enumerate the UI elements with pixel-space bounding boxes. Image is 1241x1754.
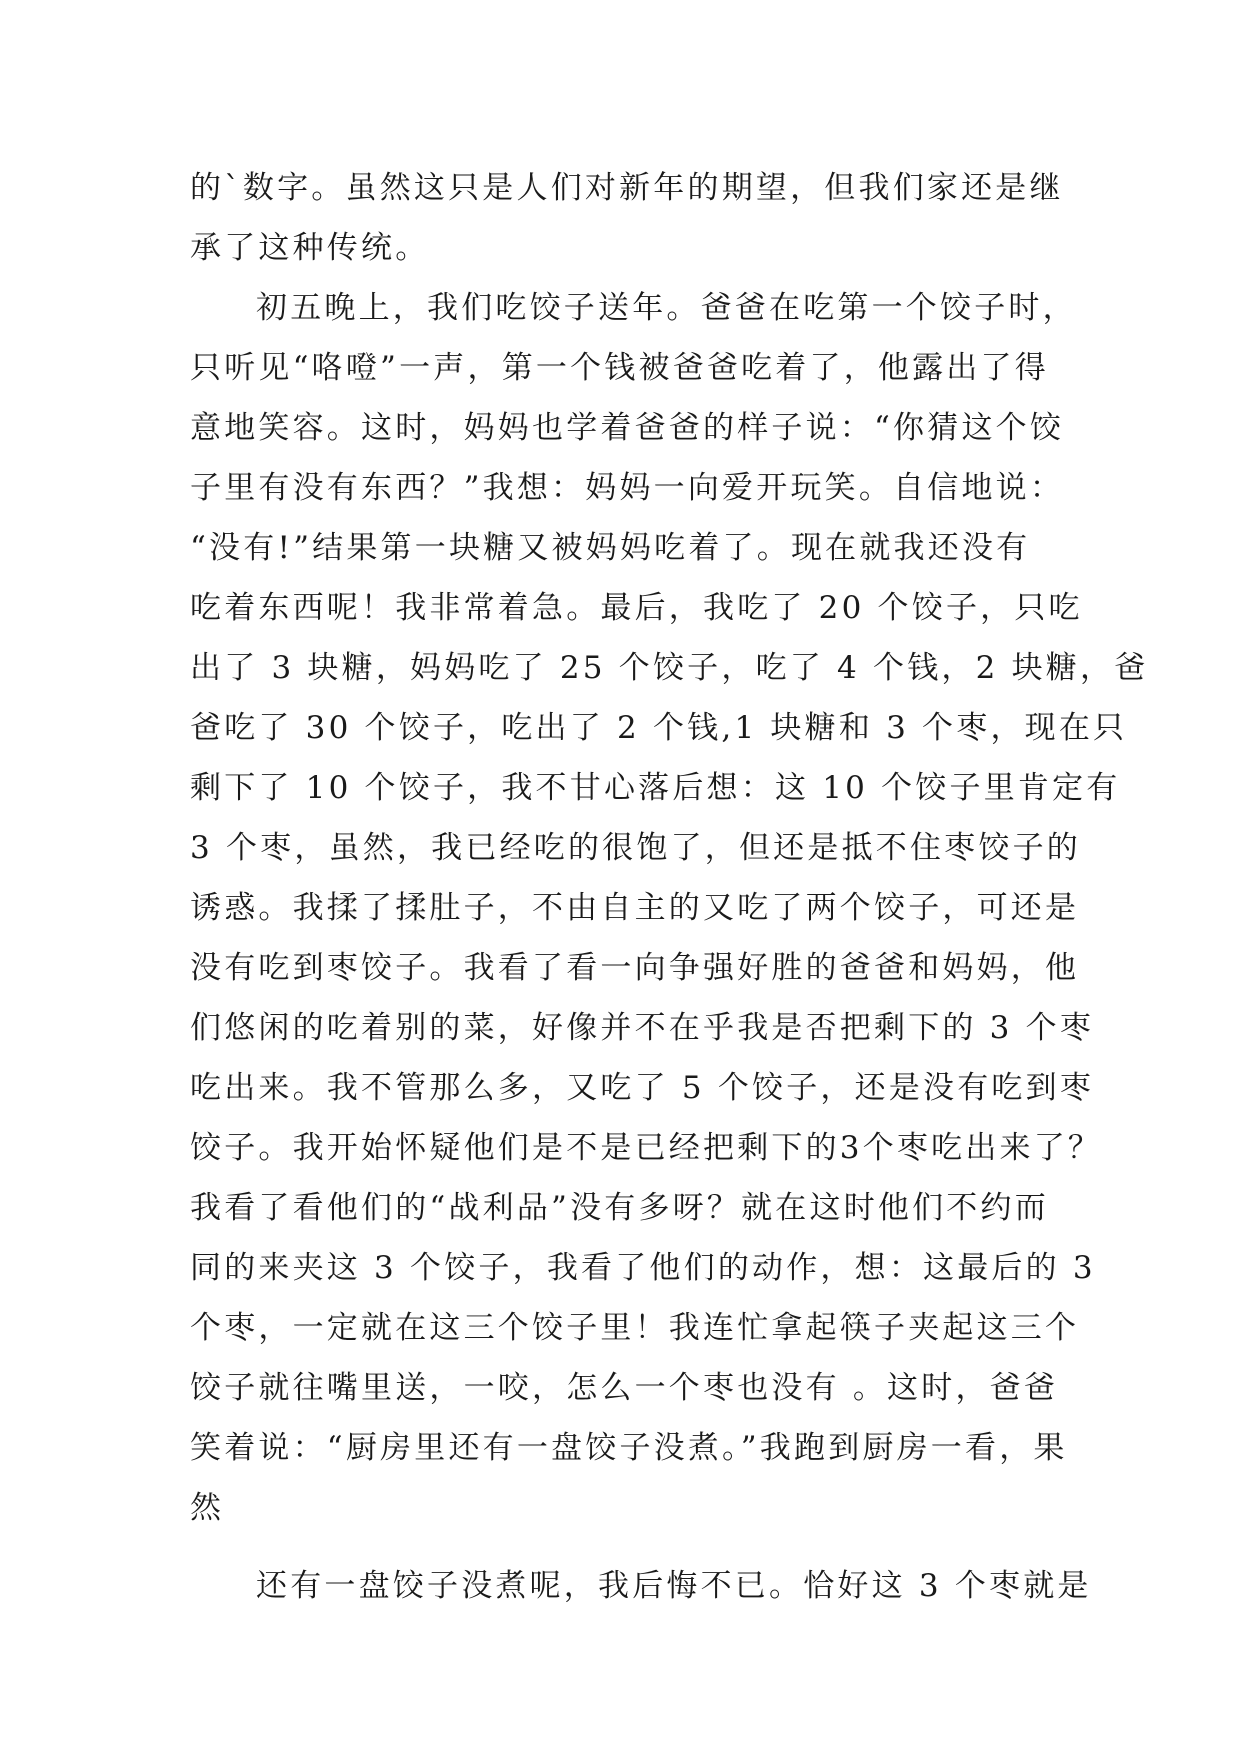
text-line: 们悠闲的吃着别的菜，好像并不在乎我是否把剩下的 3 个枣 [190,1010,1095,1046]
text-line: 子里有没有东西？”我想：妈妈一向爱开玩笑。自信地说： [190,470,1065,506]
text-line: 我看了看他们的“战利品”没有多呀？就在这时他们不约而 [190,1190,1049,1226]
text-line: 的`数字。虽然这只是人们对新年的期望，但我们家还是继 [190,170,1064,206]
text-line: 诱惑。我揉了揉肚子，不由自主的又吃了两个饺子，可还是 [190,890,1080,926]
text-line: 出了 3 块糖，妈妈吃了 25 个饺子，吃了 4 个钱，2 块糖，爸 [190,650,1149,686]
text-line: 爸吃了 30 个饺子，吃出了 2 个钱,1 块糖和 3 个枣，现在只 [190,710,1128,746]
text-line: 意地笑容。这时，妈妈也学着爸爸的样子说：“你猜这个饺 [190,410,1065,446]
text-line: 还有一盘饺子没煮呢，我后悔不已。恰好这 3 个枣就是 [256,1568,1092,1604]
text-line: “没有!”结果第一块糖又被妈妈吃着了。现在就我还没有 [190,530,1031,566]
text-line: 承了这种传统。 [190,230,430,266]
text-line: 只听见“咯噔”一声，第一个钱被爸爸吃着了，他露出了得 [190,350,1049,386]
text-line: 同的来夹这 3 个饺子，我看了他们的动作，想：这最后的 3 [190,1250,1096,1286]
text-line: 个枣，一定就在这三个饺子里！我连忙拿起筷子夹起这三个 [190,1310,1080,1346]
paragraph-gap [190,1538,1050,1556]
text-line: 3 个枣，虽然，我已经吃的很饱了，但还是抵不住枣饺子的 [190,830,1081,866]
text-line: 笑着说：“厨房里还有一盘饺子没煮。”我跑到厨房一看，果 [190,1430,1068,1466]
text-line: 没有吃到枣饺子。我看了看一向争强好胜的爸爸和妈妈，他 [190,950,1080,986]
body-text [190,158,1149,1616]
text-line: 饺子就往嘴里送，一咬，怎么一个枣也没有 。这时，爸爸 [190,1370,1059,1406]
text-line: 吃出来。我不管那么多，又吃了 5 个饺子，还是没有吃到枣 [190,1070,1095,1106]
text-line: 然 [190,1490,225,1526]
text-line: 剩下了 10 个饺子，我不甘心落后想：这 10 个饺子里肯定有 [190,770,1121,806]
text-line: 吃着东西呢！我非常着急。最后，我吃了 20 个饺子，只吃 [190,590,1083,626]
text-line: 初五晚上，我们吃饺子送年。爸爸在吃第一个饺子时， [256,290,1077,326]
text-line: 饺子。我开始怀疑他们是不是已经把剩下的3个枣吃出来了？ [190,1130,1103,1166]
